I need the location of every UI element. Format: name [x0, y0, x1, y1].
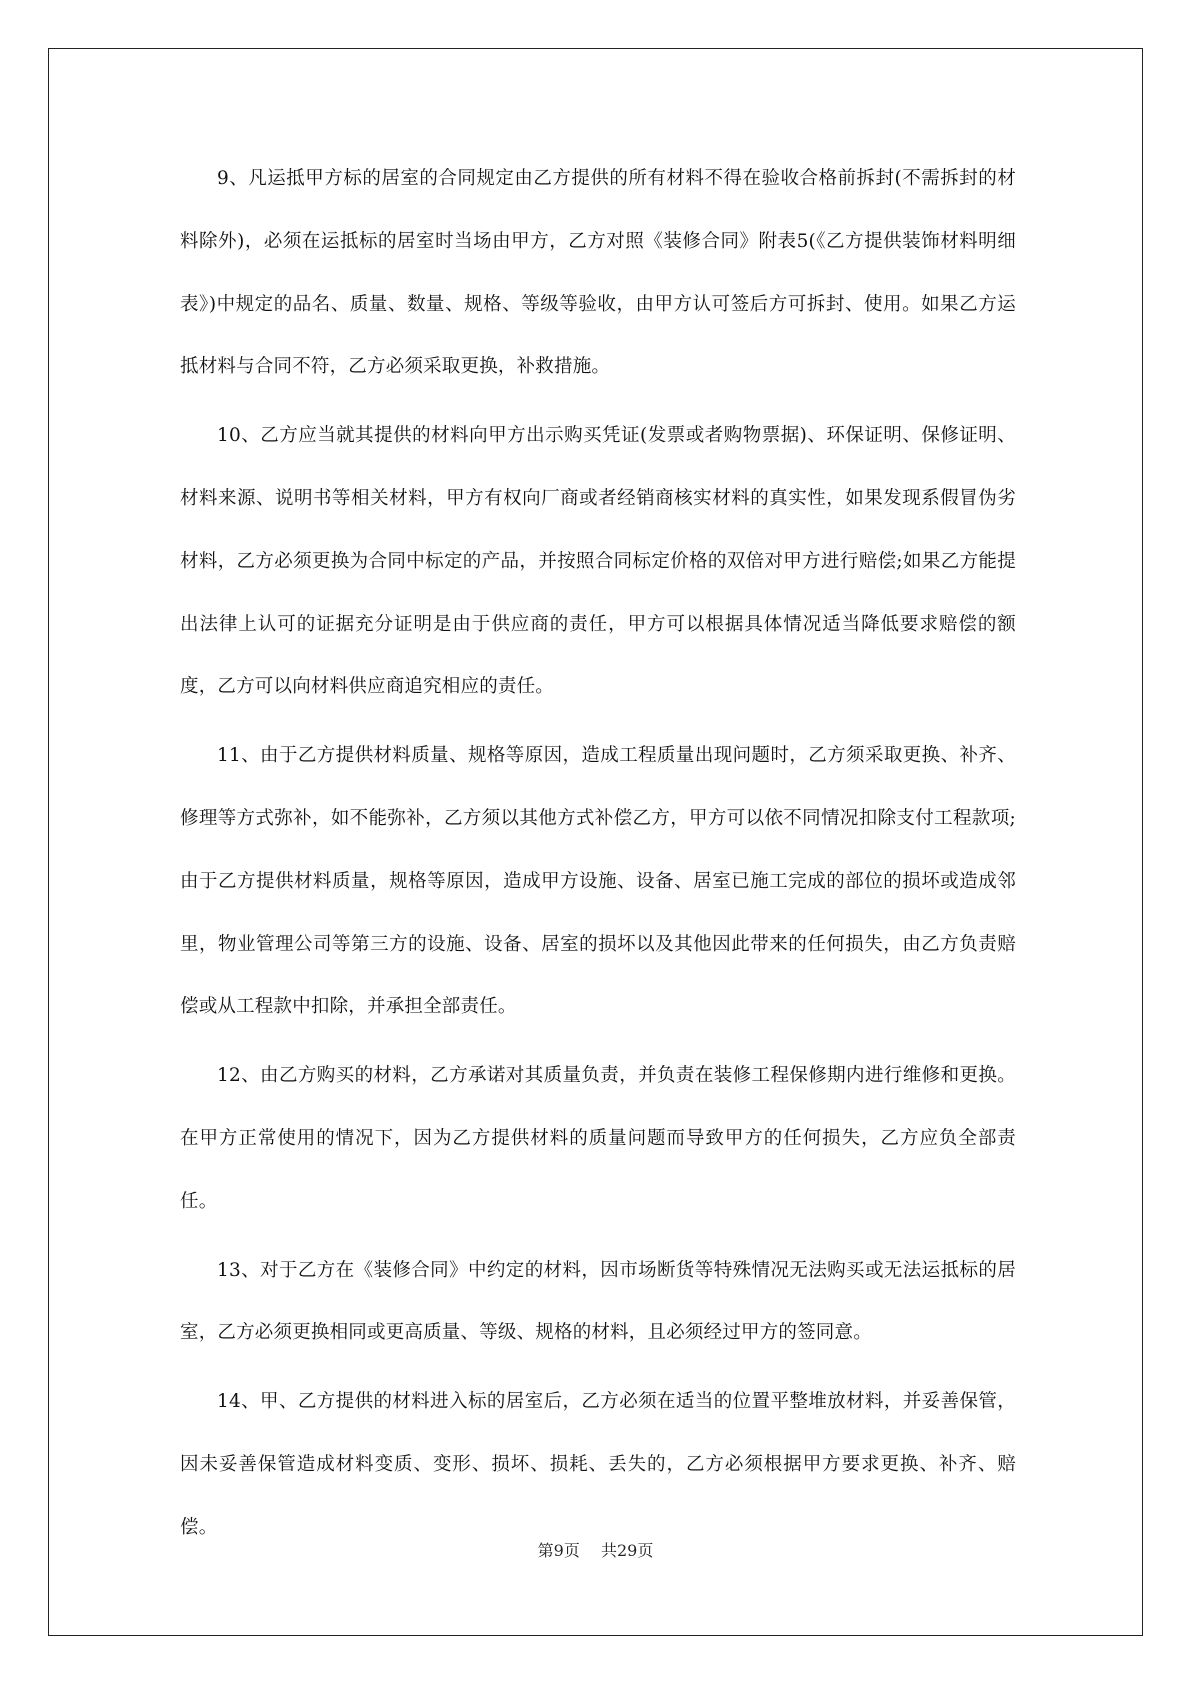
document-body [180, 148, 1016, 1566]
clause-13: 13、对于乙方在《装修合同》中约定的材料，因市场断货等特殊情况无法购买或无法运抵标的居室，乙方必须更换相同或更高质量、等级、规格的材料，且必须经过甲方的签同意。 [180, 1259, 1016, 1344]
clause-10: 10、乙方应当就其提供的材料向甲方出示购买凭证(发票或者购物票据)、环保证明、保修证明、材料来源、说明书等相关材料，甲方有权向厂商或者经销商核实材料的真实性，如果发现系假冒伪劣材料，乙方必须更换为合同中标定的产品，并按照合同标定价格的双倍对甲方进行赔偿;如果乙方能提出法律上认可的证据充分证明是由于供应商的责任，甲方可以根据具体情况适当降低要求赔偿的额度，乙方可以向材料供应商追究相应的责任。 [180, 425, 1016, 698]
clause-14: 14、甲、乙方提供的材料进入标的居室后，乙方必须在适当的位置平整堆放材料，并妥善保管，因未妥善保管造成材料变质、变形、损坏、损耗、丢失的，乙方必须根据甲方要求更换、补齐、赔偿。 [180, 1391, 1016, 1538]
clause-11: 11、由于乙方提供材料质量、规格等原因，造成工程质量出现问题时，乙方须采取更换、补齐、修理等方式弥补，如不能弥补，乙方须以其他方式补偿乙方，甲方可以依不同情况扣除支付工程款项;由于乙方提供材料质量，规格等原因，造成甲方设施、设备、居室已施工完成的部位的损坏或造成邻里，物业管理公司等第三方的设施、设备、居室的损坏以及其他因此带来的任何损失，由乙方负责赔偿或从工程款中扣除，并承担全部责任。 [180, 745, 1016, 1018]
clause-12: 12、由乙方购买的材料，乙方承诺对其质量负责，并负责在装修工程保修期内进行维修和更换。在甲方正常使用的情况下，因为乙方提供材料的质量问题而导致甲方的任何损失，乙方应负全部责任。 [180, 1065, 1016, 1212]
page-total: 共29页 [600, 1541, 654, 1560]
page-number: 第9页 [537, 1541, 580, 1560]
page-footer [0, 1538, 1191, 1561]
clause-9: 9、凡运抵甲方标的居室的合同规定由乙方提供的所有材料不得在验收合格前拆封(不需拆封的材料除外)，必须在运抵标的居室时当场由甲方，乙方对照《装修合同》附表5(《乙方提供装饰材料明细表》)中规定的品名、质量、数量、规格、等级等验收，由甲方认可签后方可拆封、使用。如果乙方运抵材料与合同不符，乙方必须采取更换，补救措施。 [180, 168, 1016, 378]
